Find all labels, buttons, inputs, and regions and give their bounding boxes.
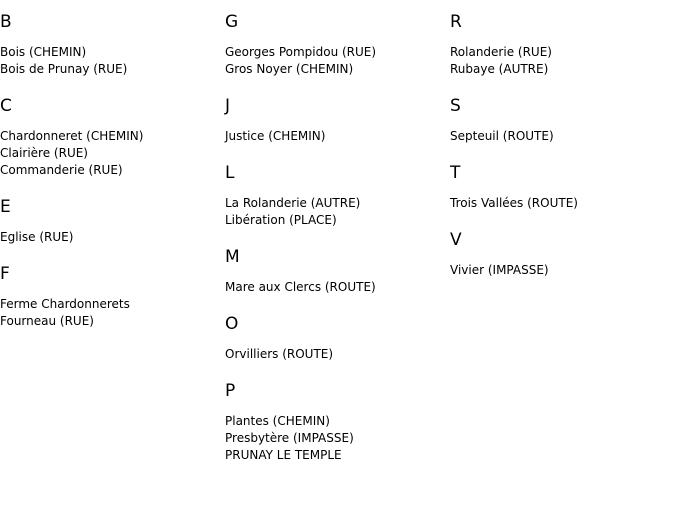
street-list bbox=[225, 195, 450, 229]
street-list bbox=[225, 279, 450, 296]
street-index-column-3 bbox=[450, 11, 675, 296]
street-link[interactable]: PRUNAY LE TEMPLE bbox=[225, 448, 342, 462]
letter-heading: F bbox=[0, 264, 10, 284]
letter-group-b bbox=[0, 11, 225, 78]
letter-heading: P bbox=[225, 381, 236, 401]
letter-group-o bbox=[225, 313, 450, 363]
letter-group-l bbox=[225, 162, 450, 229]
letter-heading: J bbox=[225, 96, 231, 116]
street-link[interactable]: Vivier (IMPASSE) bbox=[450, 263, 549, 277]
street-link[interactable]: Justice (CHEMIN) bbox=[225, 129, 326, 143]
street-link[interactable]: Georges Pompidou (RUE) bbox=[225, 45, 377, 59]
letter-heading: L bbox=[225, 163, 235, 183]
street-link[interactable]: Bois (CHEMIN) bbox=[0, 45, 87, 59]
letter-heading: V bbox=[450, 230, 462, 250]
street-link[interactable]: Presbytère (IMPASSE) bbox=[225, 431, 354, 445]
letter-group-s bbox=[450, 95, 675, 145]
street-link[interactable]: Eglise (RUE) bbox=[0, 230, 74, 244]
street-index-column-2 bbox=[225, 11, 450, 481]
letter-group-m bbox=[225, 246, 450, 296]
street-list bbox=[450, 195, 675, 212]
street-list bbox=[450, 44, 675, 78]
letter-group-e bbox=[0, 196, 225, 246]
letter-group-j bbox=[225, 95, 450, 145]
street-link[interactable]: Septeuil (ROUTE) bbox=[450, 129, 554, 143]
street-link[interactable]: Orvilliers (ROUTE) bbox=[225, 347, 334, 361]
street-list bbox=[0, 229, 225, 246]
street-list bbox=[225, 44, 450, 78]
letter-heading: T bbox=[450, 163, 461, 183]
letter-heading: M bbox=[225, 247, 240, 267]
street-link[interactable]: Rolanderie (RUE) bbox=[450, 45, 552, 59]
street-index-column-1 bbox=[0, 11, 225, 347]
street-link[interactable]: Plantes (CHEMIN) bbox=[225, 414, 330, 428]
letter-group-f bbox=[0, 263, 225, 330]
street-list bbox=[450, 262, 675, 279]
street-list bbox=[0, 128, 225, 179]
letter-group-v bbox=[450, 229, 675, 279]
street-link[interactable]: Libération (PLACE) bbox=[225, 213, 337, 227]
letter-heading: B bbox=[0, 12, 12, 32]
street-link[interactable]: Gros Noyer (CHEMIN) bbox=[225, 62, 354, 76]
street-link[interactable]: Fourneau (RUE) bbox=[0, 314, 94, 328]
letter-heading: C bbox=[0, 96, 12, 116]
street-link[interactable]: Commanderie (RUE) bbox=[0, 163, 123, 177]
street-list bbox=[225, 346, 450, 363]
letter-group-c bbox=[0, 95, 225, 179]
letter-heading: E bbox=[0, 197, 11, 217]
street-link[interactable]: Mare aux Clercs (ROUTE) bbox=[225, 280, 376, 294]
street-link[interactable]: La Rolanderie (AUTRE) bbox=[225, 196, 361, 210]
letter-group-p bbox=[225, 380, 450, 464]
letter-heading: G bbox=[225, 12, 239, 32]
letter-group-t bbox=[450, 162, 675, 212]
letter-group-r bbox=[450, 11, 675, 78]
street-link[interactable]: Trois Vallées (ROUTE) bbox=[450, 196, 578, 210]
street-link[interactable]: Chardonneret (CHEMIN) bbox=[0, 129, 144, 143]
street-link[interactable]: Ferme Chardonnerets bbox=[0, 297, 130, 311]
street-list bbox=[225, 128, 450, 145]
letter-heading: O bbox=[225, 314, 239, 334]
street-list bbox=[450, 128, 675, 145]
street-link[interactable]: Bois de Prunay (RUE) bbox=[0, 62, 128, 76]
letter-heading: R bbox=[450, 12, 462, 32]
street-link[interactable]: Clairière (RUE) bbox=[0, 146, 88, 160]
street-list bbox=[225, 413, 450, 464]
street-list bbox=[0, 44, 225, 78]
street-list bbox=[0, 296, 225, 330]
letter-heading: S bbox=[450, 96, 461, 116]
letter-group-g bbox=[225, 11, 450, 78]
street-link[interactable]: Rubaye (AUTRE) bbox=[450, 62, 549, 76]
